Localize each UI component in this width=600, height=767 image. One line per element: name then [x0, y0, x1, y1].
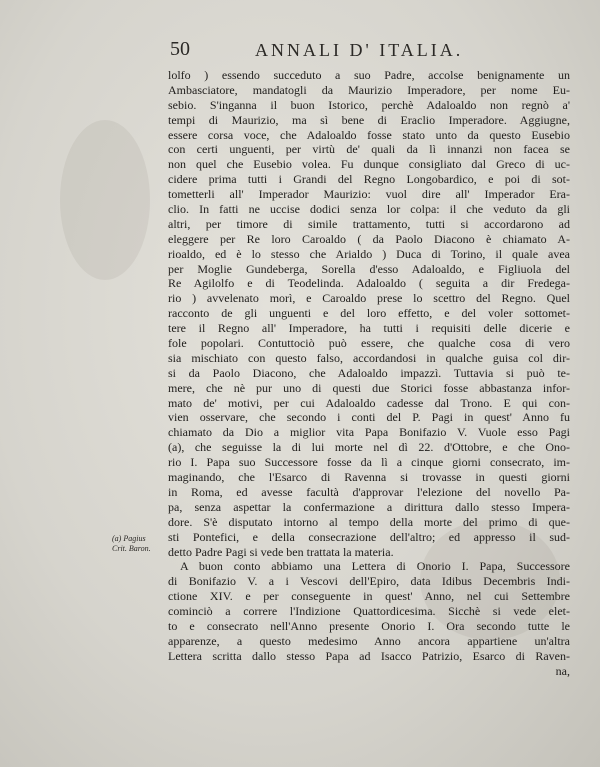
text-line: fole popolari. Contuttociò può essere, che qualche cosa di vero [168, 336, 570, 351]
margin-note [112, 534, 170, 554]
text-line: sia mischiato con questo falso, accordandosi in qualche guisa col dir- [168, 350, 570, 365]
text-line: lolfo ) essendo succeduto a suo Padre, accolse benignamente un [168, 68, 570, 82]
text-line: mere, che nè pur uno di questi due Storici fosse abbastanza infor- [168, 380, 570, 395]
text-line: si da Paolo Diacono, che Adaloaldo impazzì. Tuttavia si può te- [168, 365, 570, 380]
text-line: tere il Regno all' Imperadore, ha tutti i requisiti delle dicerie e [168, 321, 570, 336]
running-head [0, 30, 600, 70]
text-line: eleggere per Re loro Caroaldo ( da Paolo Diacono è chiamato A- [168, 231, 570, 246]
text-line: di Bonifazio V. a i Vescovi dell'Epiro, data Idibus Decembris Indi- [168, 574, 570, 589]
text-line: con certi unguenti, per virtù de' quali da lì innanzi non facea se [168, 142, 570, 157]
text-line: (a), che seguisse la di lui morte nel dì 22. d'Ottobre, e che Ono- [168, 440, 570, 455]
text-line: per Moglie Gundeberga, Sorella d'esso Adaloaldo, e Figliuola del [168, 261, 570, 276]
page-number: 50 [170, 38, 190, 60]
text-line: A buon conto abbiamo una Lettera di Onorio I. Papa, Successore [180, 559, 570, 574]
text-line: apparenze, a questo medesimo Anno ancora appartiene un'altra [168, 633, 570, 648]
text-line: rioaldo, ed è lo stesso che Arialdo ) Duca di Torino, il quale avea [168, 246, 570, 261]
text-line: clio. In fatti ne uccise dodici senza lor colpa: il che veduto da gli [168, 202, 570, 217]
text-line: in Roma, ed avesse facultà d'approvar l'elezione del novello Pa- [168, 484, 570, 499]
text-line: Re Agilolfo e di Teodelinda. Adaloaldo ( seguita a dir Fredega- [168, 276, 570, 291]
text-line: rio I. Papa suo Successore fosse da lì a cinque giorni consecrato, im- [168, 455, 570, 470]
text-line: dore. S'è disputato intorno al tempo della morte del primo di que- [168, 514, 570, 529]
text-line: to e consecrato nell'Anno presente Onorio I. Ora secondo tutte le [168, 618, 570, 633]
text-line: Ambasciatore, mandatogli da Maurizio Imperadore, per nome Eu- [168, 82, 570, 97]
text-line: tometterli all' Imperador Maurizio: vuol dire all' Imperador Era- [168, 187, 570, 202]
text-line: non quel che Eusebio volea. Fu dunque consigliato dal Greco di uc- [168, 157, 570, 172]
text-line: racconto de gli unguenti e del loro effetto, e del voler sottomet- [168, 306, 570, 321]
text-line: rio ) avvelenato morì, e Caroaldo prese lo scettro del Regno. Quel [168, 291, 570, 306]
text-line: tempi di Maurizio, ma sì bene di Eraclio Imperadore. Aggiugne, [168, 112, 570, 127]
text-line: sebio. S'inganna il buon Istorico, perchè Adaloaldo non regnò a' [168, 97, 570, 112]
text-line: cominciò a correre l'Indizione Quattordicesima. Sicchè si vede elet- [168, 604, 570, 619]
paper-stain [60, 120, 150, 280]
running-title: ANNALI D' ITALIA. [255, 40, 464, 60]
text-line: pa, senza aspettar la confermazione a dirittura dallo stesso Impera- [168, 499, 570, 514]
text-line: mato de' motivi, per cui Adaloaldo cadesse dal Trono. E qui con- [168, 395, 570, 410]
text-line: na, [555, 663, 570, 678]
text-line: maginando, che l'Esarco di Ravenna si trovasse in questi giorni [168, 470, 570, 485]
body-text [168, 68, 570, 679]
text-line: sti Pontefici, e della consecrazione dell'altro; ed appresso il sud- [168, 529, 570, 544]
text-line: detto Padre Pagi si vede ben trattata la materia. [168, 544, 394, 559]
text-line: vien osservare, che secondo i conti del P. Pagi in quest' Anno fu [168, 410, 570, 425]
text-line: ctione XIV. e per conseguente in quest' Anno, nel cui Settembre [168, 589, 570, 604]
text-line: cidere prima tutti i Grandi del Regno Longobardico, e poi di sot- [168, 172, 570, 187]
text-line: chiamato da Dio a miglior vita Papa Bonifazio V. Vuole esso Pagi [168, 425, 570, 440]
margin-note-line: Crit. Baron. [112, 544, 151, 553]
text-line: altri, per timore di simile trattamento, tutti si accordarono ad [168, 216, 570, 231]
text-line: Lettera scritta dallo stesso Papa ad Isacco Patrizio, Esarco di Raven- [168, 648, 570, 663]
margin-note-line: (a) Pagius [112, 534, 146, 543]
text-line: essere corsa voce, che Adaloaldo fosse stato unto da questo Eusebio [168, 127, 570, 142]
